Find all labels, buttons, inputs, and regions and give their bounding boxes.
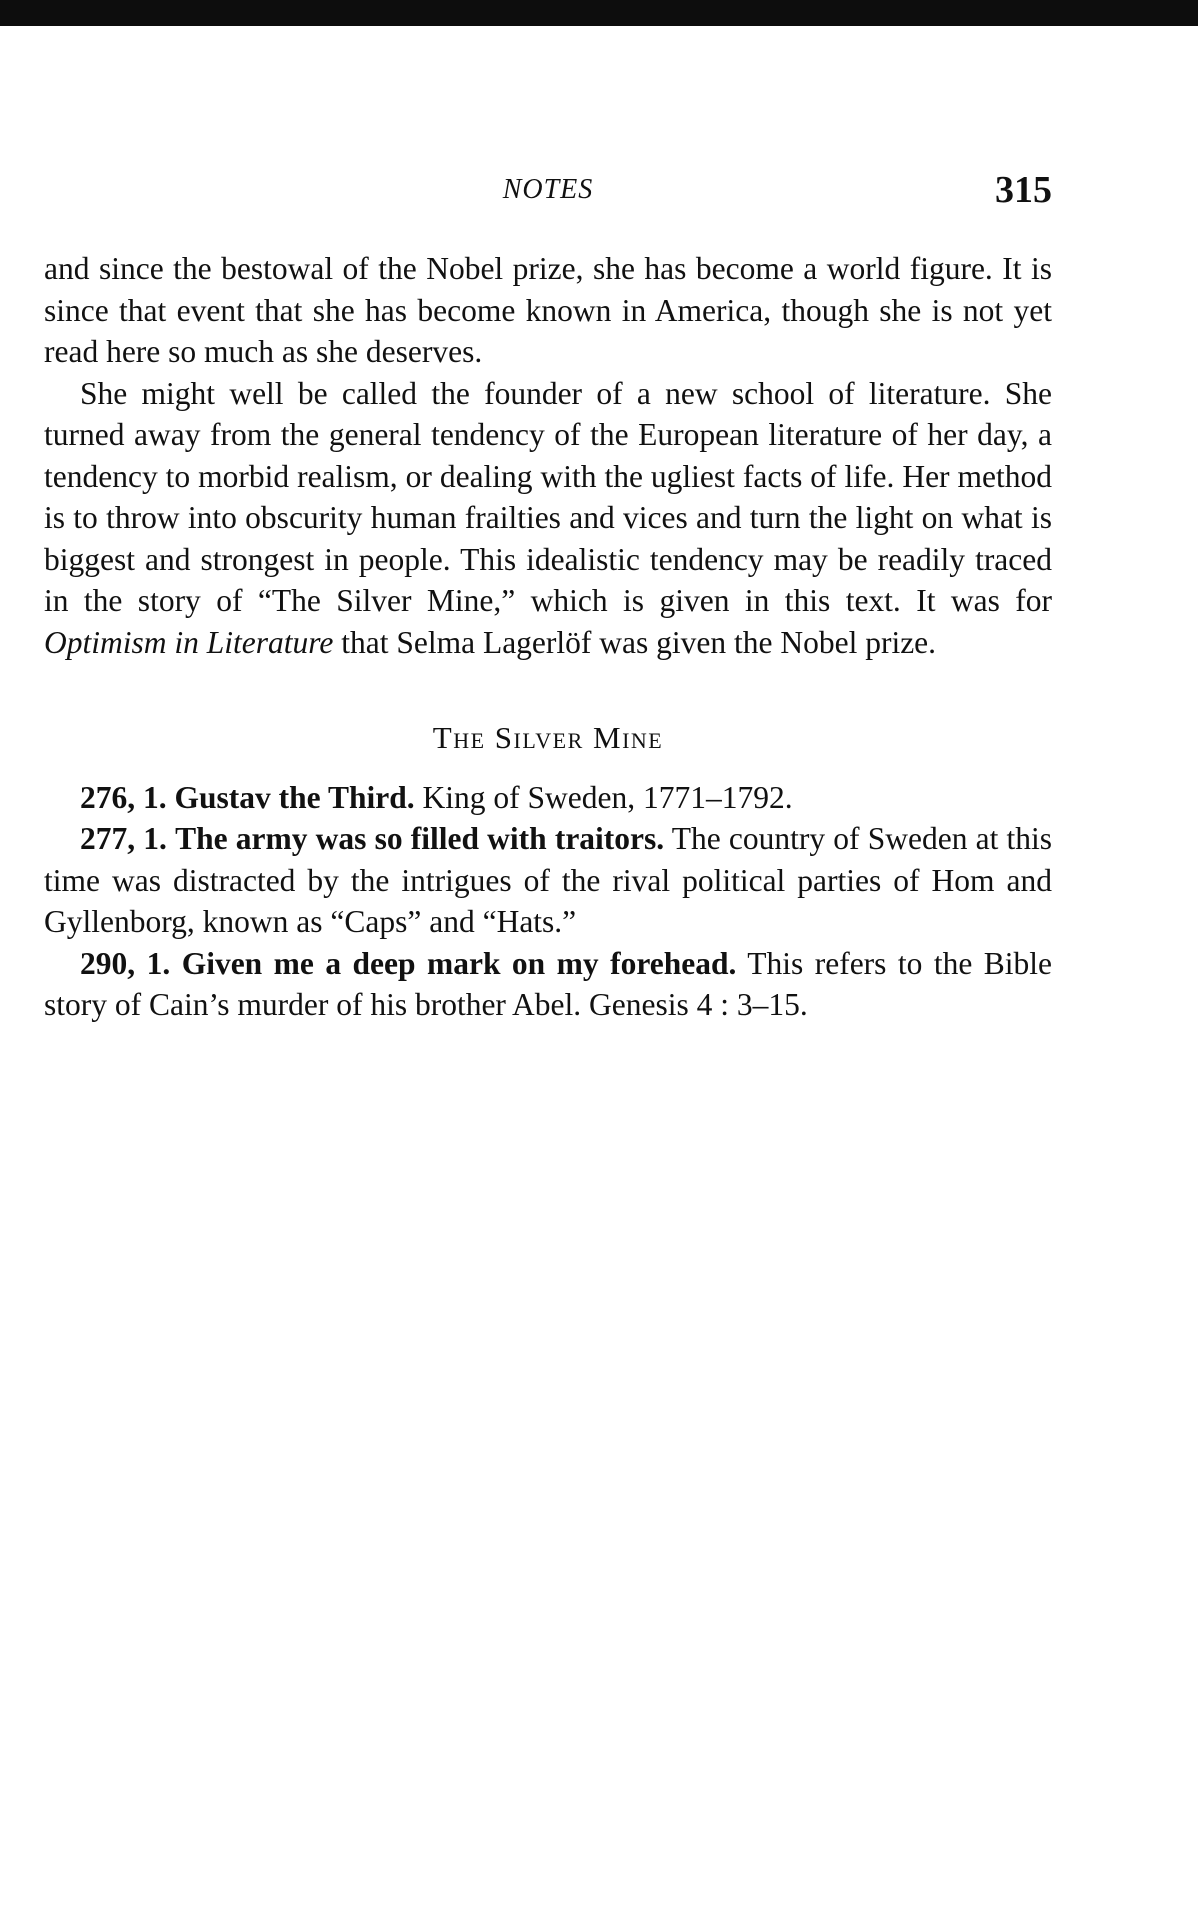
note-lemma: The army was so filled with traitors. [175, 821, 665, 856]
running-title: NOTES [502, 174, 594, 205]
page-number: 315 [995, 169, 1052, 211]
intro-paragraph-2 [44, 373, 1052, 664]
note-text: The country of Sweden at this time was distracted by the intrigues of the rival political parties of Hom and Gyllenborg, known as “Caps” and “Hats.” [44, 821, 1053, 939]
page-body [44, 248, 1052, 1026]
note-reference: 277, 1. [80, 821, 167, 856]
note-text: King of Sweden, 1771–1792. [422, 779, 793, 815]
note-lemma: Given me a deep mark on my forehead. [181, 945, 737, 981]
note-reference: 276, 1. [80, 779, 167, 815]
intro-paragraph-1: and since the bestowal of the Nobel prize, she has become a world figure. It is since that event that she has become known in America, though she is not yet read here so much as she deserves. [44, 251, 1052, 369]
note-reference: 290, 1. [80, 945, 171, 981]
note-entry-3 [44, 943, 1052, 1026]
note-lemma: Gustav the Third. [174, 779, 415, 815]
running-head [44, 168, 1052, 218]
note-text: This refers to the Bible story of Cain’s murder of his brother Abel. Genesis 4 : 3–15. [44, 945, 1053, 1022]
book-title-italic: Optimism in Literature [44, 624, 334, 660]
note-entry-2 [44, 818, 1052, 943]
top-page-border [0, 0, 1198, 26]
section-heading: The Silver Mine [432, 720, 664, 755]
note-entry-1 [44, 777, 1052, 819]
paragraph-2-text-a: She might well be called the founder of a new school of literature. She turned away from the general tendency of the European literature of her day, a tendency to morbid realism, or dealing with the ugliest facts of life. Her method is to throw into obscurity human frailties and vices and turn the light on what is biggest and strongest in people. This idealistic tendency may be readily traced in the story of “The Silver Mine,” which is given in this text. It was for [44, 375, 1052, 618]
paragraph-2-text-b: that Selma Lagerlöf was given the Nobel prize. [333, 624, 937, 660]
